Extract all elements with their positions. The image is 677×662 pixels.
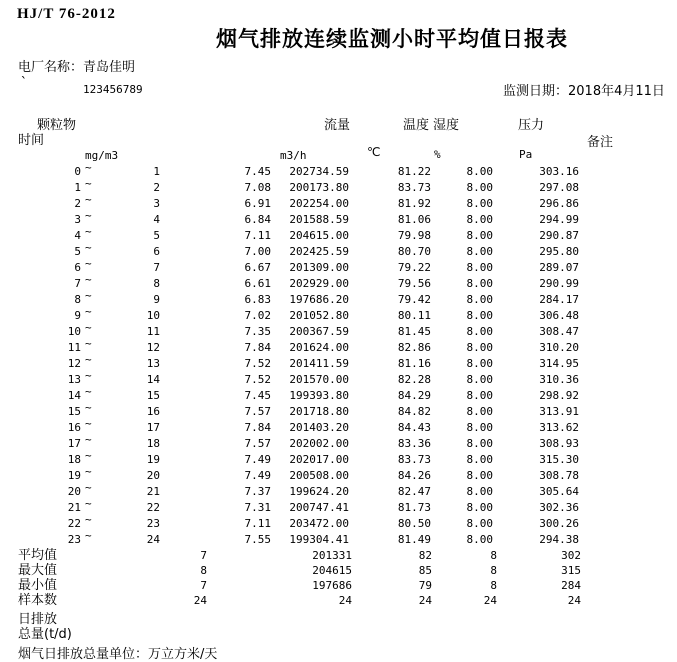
pressure-value: 308.93 (539, 437, 579, 450)
summary-label: 样本数 (18, 593, 58, 608)
tilde-glyph: ~ (85, 289, 92, 302)
tilde-glyph: ~ (85, 465, 92, 478)
pressure-value: 310.36 (539, 373, 579, 386)
dust-value: 6.61 (244, 277, 271, 290)
dust-value: 7 (200, 549, 207, 562)
humidity-value: 8.00 (466, 501, 493, 514)
flow-value: 202254.00 (289, 197, 349, 210)
flow-value: 199393.80 (289, 389, 349, 402)
pressure-value: 305.64 (539, 485, 579, 498)
flow-value: 201624.00 (289, 341, 349, 354)
temp-value: 79.22 (397, 261, 431, 274)
report-title: 烟气排放连续监测小时平均值日报表 (216, 27, 568, 51)
hour-start: 11 (67, 341, 81, 354)
flow-value: 24 (338, 594, 352, 607)
dust-value: 7.57 (244, 437, 271, 450)
dust-value: 7.49 (244, 469, 271, 482)
humidity-value: 8.00 (466, 245, 493, 258)
flow-value (207, 627, 352, 642)
temp-value: 24 (418, 594, 432, 607)
unit-temp: ℃ (367, 145, 381, 159)
hour-end: 7 (153, 261, 160, 274)
pressure-value: 313.91 (539, 405, 579, 418)
date-value: 2018年4月11日 (568, 84, 665, 99)
flow-value: 200173.80 (289, 181, 349, 194)
pressure-value: 300.26 (539, 517, 579, 530)
flow-value: 202425.59 (289, 245, 349, 258)
summary-label: 最大值 (18, 563, 58, 578)
dust-value: 7.57 (244, 405, 271, 418)
temp-value: 81.22 (397, 165, 431, 178)
hour-end: 3 (153, 197, 160, 210)
summary-label: 最小值 (18, 578, 58, 593)
hour-end: 2 (153, 181, 160, 194)
hour-start: 12 (67, 357, 81, 370)
dust-value: 7.49 (244, 453, 271, 466)
temp-value: 84.82 (397, 405, 431, 418)
unit-pressure: Pa (519, 148, 533, 161)
hour-end: 20 (146, 469, 160, 482)
flow-value: 200508.00 (289, 469, 349, 482)
dust-value: 6.84 (244, 213, 271, 226)
unit-flow: m3/h (280, 149, 307, 162)
header-temp: 温度 (403, 118, 430, 133)
hour-start: 14 (67, 389, 81, 402)
hour-end: 6 (153, 245, 160, 258)
tilde-glyph: ~ (85, 337, 92, 350)
summary-row (0, 593, 581, 608)
temp-value: 81.16 (397, 357, 431, 370)
humidity-value: 8.00 (466, 405, 493, 418)
pressure-value: 303.16 (539, 165, 579, 178)
tilde-glyph: ~ (85, 209, 92, 222)
hour-end: 16 (146, 405, 160, 418)
pressure-value: 308.47 (539, 325, 579, 338)
humidity-value: 8.00 (466, 325, 493, 338)
hour-end: 1 (153, 165, 160, 178)
hour-start: 18 (67, 453, 81, 466)
hour-end: 19 (146, 453, 160, 466)
dust-value (98, 627, 207, 642)
humidity-value (432, 627, 497, 642)
temp-value (352, 627, 432, 642)
hour-end: 5 (153, 229, 160, 242)
header-humidity: 湿度 (433, 118, 460, 133)
tilde-separator (81, 529, 99, 548)
humidity-value: 8.00 (466, 517, 493, 530)
humidity-value: 8.00 (466, 469, 493, 482)
tilde-glyph: ~ (85, 225, 92, 238)
humidity-value: 8.00 (466, 533, 493, 546)
dust-value: 7.45 (244, 165, 271, 178)
unit-dust: mg/m3 (85, 149, 119, 162)
flow-value (207, 612, 352, 627)
tilde-glyph: ~ (85, 369, 92, 382)
pressure-value: 284 (561, 579, 581, 592)
tilde-glyph: ~ (85, 177, 92, 190)
humidity-value: 8.00 (466, 421, 493, 434)
tilde-glyph: ~ (85, 529, 92, 542)
pressure-value: 296.86 (539, 197, 579, 210)
temp-value: 81.73 (397, 501, 431, 514)
hour-end: 12 (146, 341, 160, 354)
hour-end: 21 (146, 485, 160, 498)
flow-value: 200367.59 (289, 325, 349, 338)
dust-value: 6.67 (244, 261, 271, 274)
flow-value: 199624.20 (289, 485, 349, 498)
humidity-value: 8.00 (466, 197, 493, 210)
pressure-value (497, 612, 581, 627)
tilde-glyph: ~ (85, 241, 92, 254)
flow-value: 202017.00 (289, 453, 349, 466)
dust-value: 7.11 (244, 517, 271, 530)
humidity-value: 8.00 (466, 485, 493, 498)
dust-value: 7.02 (244, 309, 271, 322)
pressure-value: 297.08 (539, 181, 579, 194)
tilde-glyph: ~ (85, 513, 92, 526)
hour-start: 15 (67, 405, 81, 418)
hour-start: 19 (67, 469, 81, 482)
temp-value: 81.45 (397, 325, 431, 338)
temp-value: 79.56 (397, 277, 431, 290)
flow-value: 203472.00 (289, 517, 349, 530)
pressure-value: 294.38 (539, 533, 579, 546)
flow-value: 201411.59 (289, 357, 349, 370)
pressure-value: 302.36 (539, 501, 579, 514)
dust-value: 7.84 (244, 421, 271, 434)
flow-value: 199304.41 (289, 533, 349, 546)
tilde-glyph: ~ (85, 305, 92, 318)
flow-value: 201403.20 (289, 421, 349, 434)
humidity-value: 8.00 (466, 453, 493, 466)
dust-value: 24 (193, 594, 207, 607)
dust-value: 7.55 (244, 533, 271, 546)
flow-value: 197686 (312, 579, 352, 592)
humidity-value: 8 (490, 579, 497, 592)
hour-end: 11 (146, 325, 160, 338)
pressure-value: 302 (561, 549, 581, 562)
flow-value: 197686.20 (289, 293, 349, 306)
hour-start: 3 (74, 213, 81, 226)
hour-end: 14 (146, 373, 160, 386)
serial-number: 123456789 (83, 83, 143, 96)
hour-start: 22 (67, 517, 81, 530)
plant-name: 青岛佳明 (83, 60, 136, 75)
hour-end: 17 (146, 421, 160, 434)
humidity-value: 8.00 (466, 341, 493, 354)
dust-value: 7 (200, 579, 207, 592)
hour-end: 4 (153, 213, 160, 226)
temp-value: 79.98 (397, 229, 431, 242)
hour-start: 23 (67, 533, 81, 546)
humidity-value: 8.00 (466, 165, 493, 178)
temp-value: 84.29 (397, 389, 431, 402)
pressure-value: 290.99 (539, 277, 579, 290)
temp-value: 84.26 (397, 469, 431, 482)
pressure-value: 306.48 (539, 309, 579, 322)
tilde-glyph: ~ (85, 193, 92, 206)
temp-value: 85 (418, 564, 432, 577)
tilde-glyph: ~ (85, 481, 92, 494)
temp-value: 80.70 (397, 245, 431, 258)
humidity-value: 8.00 (466, 181, 493, 194)
date-label: 监测日期： (503, 84, 569, 99)
dust-value: 7.31 (244, 501, 271, 514)
temp-value: 81.06 (397, 213, 431, 226)
tilde-glyph: ~ (85, 401, 92, 414)
dust-value: 7.00 (244, 245, 271, 258)
hour-end: 9 (153, 293, 160, 306)
hour-start: 9 (74, 309, 81, 322)
flow-value: 202929.00 (289, 277, 349, 290)
dust-value: 7.08 (244, 181, 271, 194)
summary-row (0, 563, 581, 578)
dust-value: 7.84 (244, 341, 271, 354)
hour-end: 18 (146, 437, 160, 450)
dust-value: 7.35 (244, 325, 271, 338)
tilde-glyph: ~ (85, 161, 92, 174)
header-flow: 流量 (324, 118, 351, 133)
hour-start: 5 (74, 245, 81, 258)
hour-start: 10 (67, 325, 81, 338)
summary-row (0, 548, 581, 563)
pressure-value: 314.95 (539, 357, 579, 370)
temp-value: 81.92 (397, 197, 431, 210)
header-dust: 颗粒物 (37, 118, 77, 133)
footer-note: 烟气日排放总量单位：万立方米/天 (18, 647, 218, 662)
tilde-glyph: ~ (85, 417, 92, 430)
hour-start: 20 (67, 485, 81, 498)
temp-value: 83.73 (397, 181, 431, 194)
hour-end: 22 (146, 501, 160, 514)
hour-start: 6 (74, 261, 81, 274)
table-row (0, 529, 579, 548)
pressure-value (497, 627, 581, 642)
flow-value: 201570.00 (289, 373, 349, 386)
temp-value: 79.42 (397, 293, 431, 306)
pressure-value: 313.62 (539, 421, 579, 434)
hour-start: 13 (67, 373, 81, 386)
humidity-value: 8.00 (466, 277, 493, 290)
temp-value: 81.49 (397, 533, 431, 546)
humidity-value: 8.00 (466, 309, 493, 322)
pressure-value: 24 (567, 594, 581, 607)
temp-value: 84.43 (397, 421, 431, 434)
summary-row (0, 612, 581, 627)
hour-end: 10 (146, 309, 160, 322)
flow-value: 201718.80 (289, 405, 349, 418)
tilde-glyph: ~ (85, 449, 92, 462)
dust-value: 7.37 (244, 485, 271, 498)
temp-value: 80.50 (397, 517, 431, 530)
flow-value: 202002.00 (289, 437, 349, 450)
pressure-value: 308.78 (539, 469, 579, 482)
flow-value: 201588.59 (289, 213, 349, 226)
header-time: 时间 (18, 133, 45, 148)
humidity-value: 8.00 (466, 229, 493, 242)
flow-value: 201331 (312, 549, 352, 562)
flow-value: 204615 (312, 564, 352, 577)
plant-name-line (18, 56, 135, 75)
temp-value: 83.73 (397, 453, 431, 466)
hour-end: 13 (146, 357, 160, 370)
tilde-glyph: ~ (85, 257, 92, 270)
humidity-value: 8.00 (466, 293, 493, 306)
tilde-glyph: ~ (85, 321, 92, 334)
pressure-value: 294.99 (539, 213, 579, 226)
flow-value: 200747.41 (289, 501, 349, 514)
flow-value: 204615.00 (289, 229, 349, 242)
hour-end: 15 (146, 389, 160, 402)
temp-value: 82.28 (397, 373, 431, 386)
pressure-value: 310.20 (539, 341, 579, 354)
summary-row (0, 578, 581, 593)
pressure-value: 284.17 (539, 293, 579, 306)
dust-value: 8 (200, 564, 207, 577)
flow-value: 201052.80 (289, 309, 349, 322)
tilde-glyph: ~ (85, 385, 92, 398)
date-line (503, 80, 665, 99)
humidity-value: 8.00 (466, 437, 493, 450)
pressure-value: 295.80 (539, 245, 579, 258)
humidity-value: 8 (490, 549, 497, 562)
temp-value: 79 (418, 579, 432, 592)
temp-value: 82 (418, 549, 432, 562)
serial-mark: ` (20, 76, 28, 91)
dust-value (98, 612, 207, 627)
pressure-value: 315.30 (539, 453, 579, 466)
humidity-value: 8 (490, 564, 497, 577)
tilde-glyph: ~ (85, 497, 92, 510)
humidity-value: 8.00 (466, 389, 493, 402)
hour-start: 8 (74, 293, 81, 306)
pressure-value: 290.87 (539, 229, 579, 242)
header-remark: 备注 (587, 135, 614, 150)
dust-value: 7.45 (244, 389, 271, 402)
dust-value: 7.11 (244, 229, 271, 242)
hour-start: 2 (74, 197, 81, 210)
summary-label: 平均值 (18, 548, 58, 563)
humidity-value: 8.00 (466, 373, 493, 386)
humidity-value: 8.00 (466, 261, 493, 274)
pressure-value: 298.92 (539, 389, 579, 402)
tilde-glyph: ~ (85, 433, 92, 446)
pressure-value: 289.07 (539, 261, 579, 274)
humidity-value: 8.00 (466, 213, 493, 226)
dust-value: 7.52 (244, 373, 271, 386)
hour-start: 1 (74, 181, 81, 194)
temp-value: 80.11 (397, 309, 431, 322)
hour-end: 8 (153, 277, 160, 290)
temp-value (352, 612, 432, 627)
hour-start: 0 (74, 165, 81, 178)
summary-label: 日排放 (18, 612, 58, 627)
standard-code: HJ/T 76-2012 (17, 6, 116, 22)
pressure-value: 315 (561, 564, 581, 577)
temp-value: 83.36 (397, 437, 431, 450)
unit-humidity: % (434, 148, 441, 161)
humidity-value: 24 (483, 594, 497, 607)
hour-start: 21 (67, 501, 81, 514)
humidity-value: 8.00 (466, 357, 493, 370)
hour-start: 4 (74, 229, 81, 242)
summary-label: 总量(t/d) (18, 627, 72, 642)
header-pressure: 压力 (518, 118, 545, 133)
hour-start: 16 (67, 421, 81, 434)
dust-value: 6.83 (244, 293, 271, 306)
plant-label: 电厂名称： (18, 60, 84, 75)
hour-start: 17 (67, 437, 81, 450)
temp-value: 82.47 (397, 485, 431, 498)
temp-value: 82.86 (397, 341, 431, 354)
tilde-glyph: ~ (85, 353, 92, 366)
hour-end: 23 (146, 517, 160, 530)
hour-end: 24 (146, 533, 160, 546)
summary-row (0, 627, 581, 642)
dust-value: 6.91 (244, 197, 271, 210)
humidity-value (432, 612, 497, 627)
dust-value: 7.52 (244, 357, 271, 370)
flow-value: 202734.59 (289, 165, 349, 178)
tilde-glyph: ~ (85, 273, 92, 286)
flow-value: 201309.00 (289, 261, 349, 274)
hour-start: 7 (74, 277, 81, 290)
